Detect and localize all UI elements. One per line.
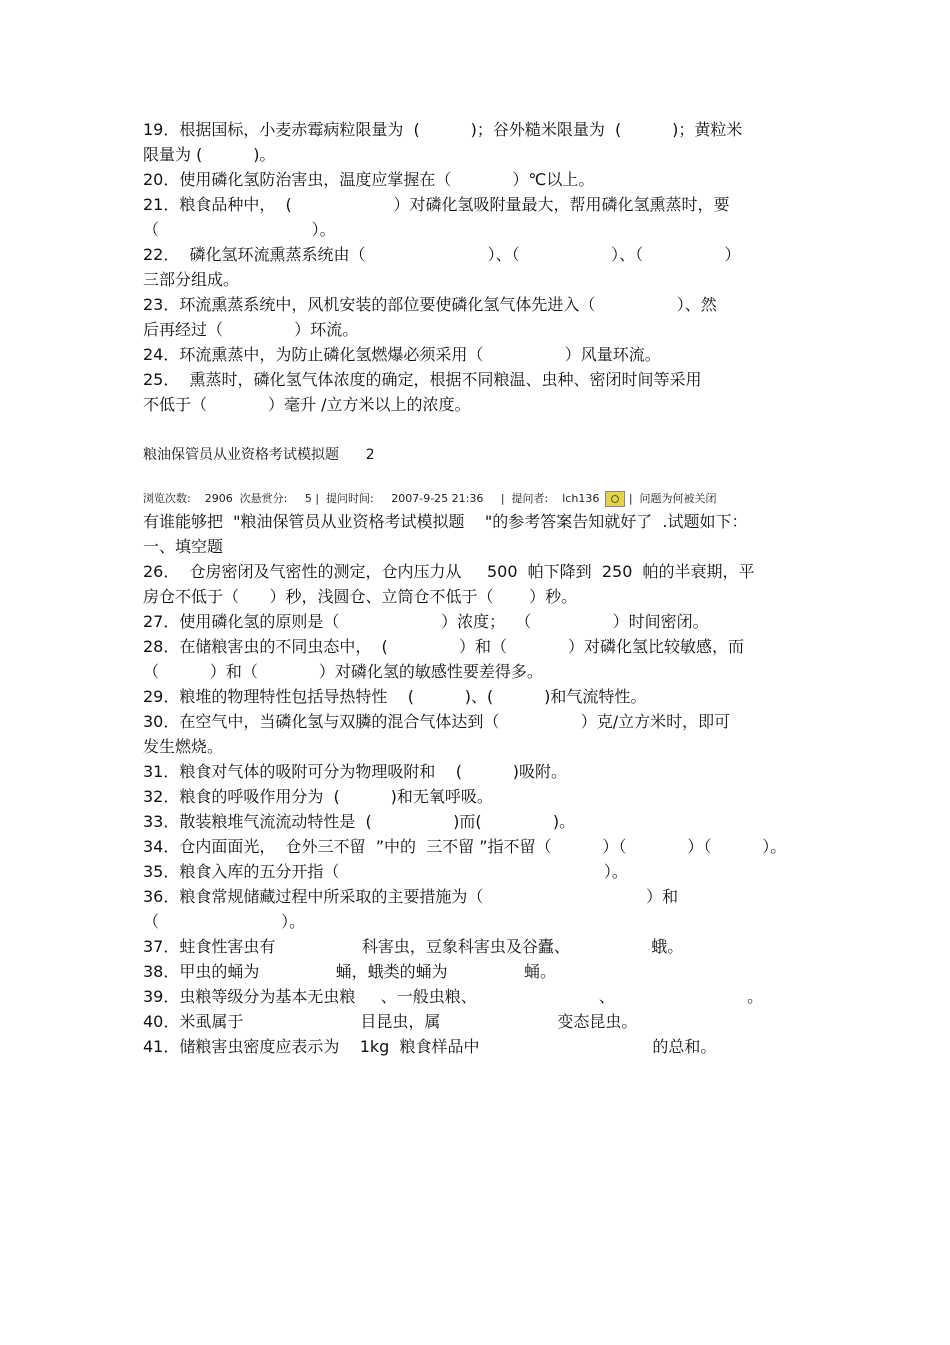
question-line: 27．使用磷化氢的原则是（ ）浓度； （ ）时间密闭。 [143, 612, 709, 631]
question-line: 35．粮食入库的五分开指（ ）。 [143, 862, 628, 881]
question-line: 25． 熏蒸时，磷化氢气体浓度的确定，根据不同粮温、虫种、密闭时间等采用 [143, 370, 702, 389]
question-line: 29．粮堆的物理特性包括导热特性 ( )、( )和气流特性。 [143, 687, 647, 706]
close-reason-link[interactable]: | 问题为何被关闭 [628, 492, 717, 505]
question-line: 32．粮食的呼吸作用分为 ( )和无氧呼吸。 [143, 787, 493, 806]
question-close-icon[interactable] [605, 491, 625, 507]
question-line: 30．在空气中，当磷化氢与双膦的混合气体达到（ ）克/立方米时，即可 [143, 712, 731, 731]
question-line: 限量为 ( )。 [143, 145, 276, 164]
question-line: 34．仓内面面光， 仓外三不留 ”中的 三不留 ”指不留（ ）（ ）（ ）。 [143, 837, 787, 856]
question-line: （ ）和（ ）对磷化氢的敏感性要差得多。 [143, 662, 543, 681]
exam-title: 粮油保管员从业资格考试模拟题 2 [143, 447, 375, 463]
question-line: 39．虫粮等级分为基本无虫粮 、一般虫粮、 、 。 [143, 987, 764, 1006]
question-line: 40．米虱属于 目昆虫，属 变态昆虫。 [143, 1012, 638, 1031]
question-line: （ ）。 [143, 220, 336, 239]
question-line: 21．粮食品种中， ( ）对磷化氢吸附量最大，帮用磷化氢熏蒸时，要 [143, 195, 730, 214]
question-line: 26． 仓房密闭及气密性的测定，仓内压力从 500 帕下降到 250 帕的半衰期，平 [143, 562, 755, 581]
question-line: 19．根据国标，小麦赤霉病粒限量为 ( )；谷外糙米限量为 ( )；黄粒米 [143, 120, 743, 139]
question-line: 20．使用磷化氢防治害虫，温度应掌握在（ ）℃以上。 [143, 170, 595, 189]
questions-section-1 [143, 117, 823, 417]
question-line: 不低于（ ）毫升 /立方米以上的浓度。 [143, 395, 471, 414]
document-page [143, 117, 823, 1059]
question-line: 36．粮食常规储藏过程中所采取的主要措施为（ ）和 [143, 887, 679, 906]
question-line: 22． 磷化氢环流熏蒸系统由（ ）、（ ）、（ ） [143, 245, 741, 264]
question-line: 37．蛀食性害虫有 科害虫，豆象科害虫及谷蠹、 蛾。 [143, 937, 684, 956]
question-line: 31．粮食对气体的吸附可分为物理吸附和 ( )吸附。 [143, 762, 568, 781]
question-line: 后再经过（ ）环流。 [143, 320, 359, 339]
questions-section-2 [143, 509, 823, 1059]
question-line: 28．在储粮害虫的不同虫态中， ( ）和（ ）对磷化氢比较敏感，而 [143, 637, 745, 656]
question-line: 41．储粮害虫密度应表示为 1kg 粮食样品中 的总和。 [143, 1037, 717, 1056]
question-line: 房仓不低于（ ）秒，浅圆仓、立筒仓不低于（ ）秒。 [143, 587, 578, 606]
section-heading: 一、填空题 [143, 537, 224, 556]
question-line: （ ）。 [143, 912, 306, 931]
question-line: 38．甲虫的蛹为 蛹，蛾类的蛹为 蛹。 [143, 962, 556, 981]
question-line: 发生燃烧。 [143, 737, 224, 756]
question-meta-bar [143, 491, 823, 507]
meta-info-text: 浏览次数: 2906 次悬赏分: 5 | 提问时间: 2007-9-25 21:36 | 提问者: lch136 [143, 492, 603, 505]
question-line: 有谁能够把 "粮油保管员从业资格考试模拟题 "的参考答案告知就好了 .试题如下： [143, 512, 748, 531]
question-line: 23．环流熏蒸系统中，风机安装的部位要使磷化氢气体先进入（ ）、然 [143, 295, 717, 314]
question-line: 33．散装粮堆气流流动特性是 ( )而( )。 [143, 812, 576, 831]
question-line: 三部分组成。 [143, 270, 240, 289]
question-line: 24．环流熏蒸中，为防止磷化氢燃爆必须采用（ ）风量环流。 [143, 345, 661, 364]
